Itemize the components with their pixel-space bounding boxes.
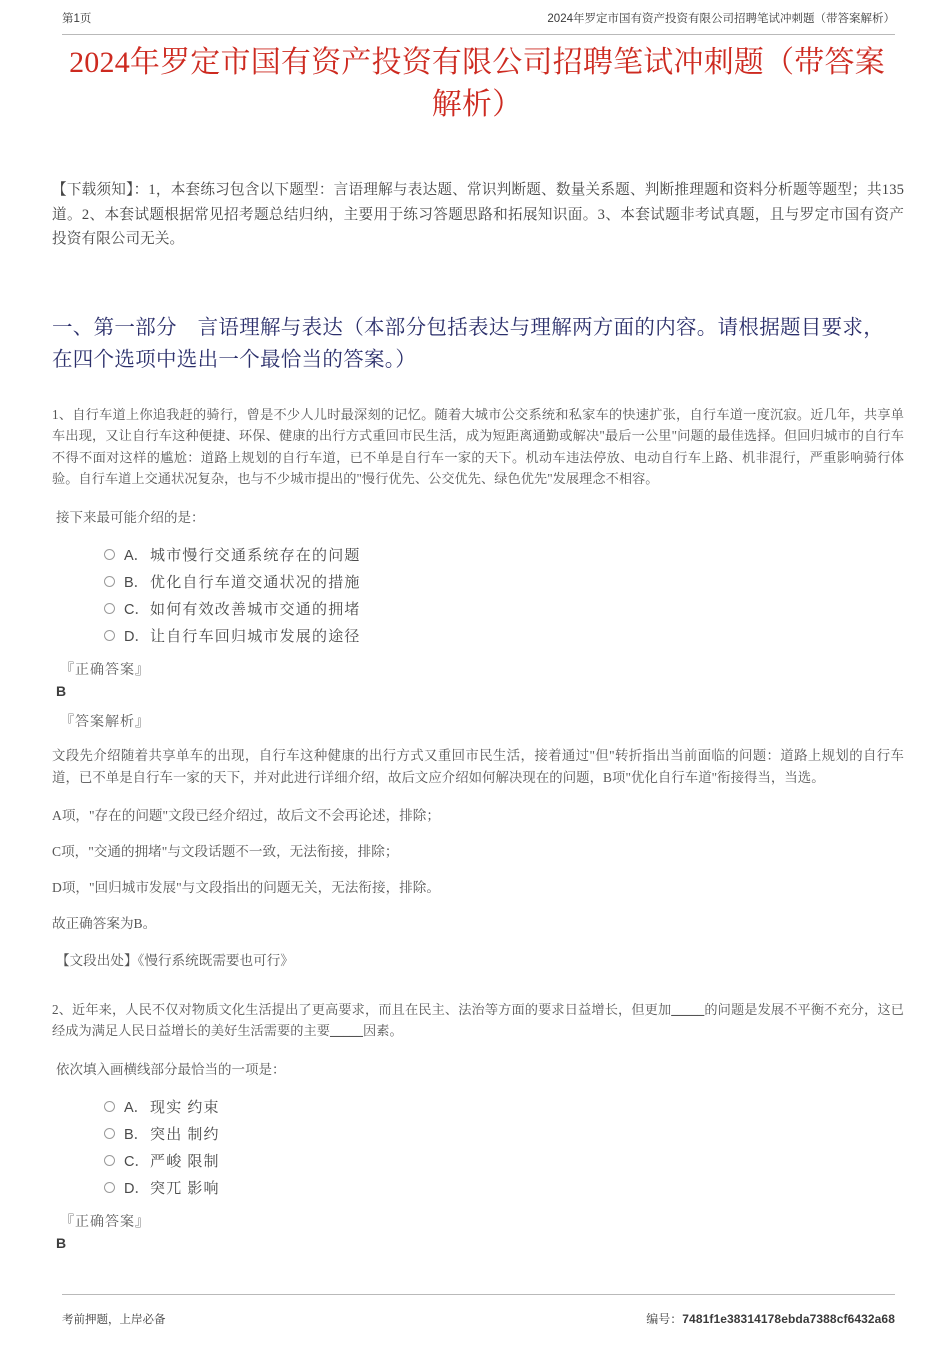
option-letter: C．	[124, 601, 149, 618]
question-stem-part-2: 的问题是发展不平衡不充分，这已经成为满足人民日益增长的美好生活需要的主要	[52, 1001, 904, 1038]
analysis-paragraph: 文段先介绍随着共享单车的出现，自行车这种健康的出行方式又重回市民生活，接着通过"但"转折指出当前面临的问题：道路上规划的自行车道，已不单是自行车一家的天下，并对此进行详细介绍，故后文应介绍如何解决现在的问题，B项"优化自行车道"衔接得当，当选。	[52, 747, 904, 785]
passage-source: 【文段出处】《慢行系统既需要也可行》	[56, 952, 294, 968]
footer-slogan: 考前押题，上岸必备	[62, 1314, 166, 1326]
radio-icon[interactable]	[104, 1128, 115, 1139]
radio-icon[interactable]	[104, 603, 115, 614]
option-b[interactable]	[104, 1120, 904, 1147]
radio-icon[interactable]	[104, 1101, 115, 1112]
option-text: 突出 制约	[150, 1126, 220, 1143]
option-d[interactable]	[104, 622, 904, 649]
option-text: 突兀 影响	[150, 1180, 220, 1197]
option-text: 现实 约束	[150, 1099, 220, 1116]
question-2	[52, 999, 904, 1253]
radio-icon[interactable]	[104, 549, 115, 560]
question-stem-part-3: 因素。	[362, 1023, 403, 1038]
section-heading: 一、第一部分 言语理解与表达（本部分包括表达与理解两方面的内容。请根据题目要求，在四个选项中选出一个最恰当的答案。）	[52, 316, 884, 371]
document-body	[52, 178, 904, 1253]
option-text: 优化自行车道交通状况的措施	[150, 574, 361, 591]
option-letter: C．	[124, 1153, 149, 1170]
analysis-line-a: A项，"存在的问题"文段已经介绍过，故后文不会再论述，排除；	[52, 807, 440, 823]
question-prompt: 依次填入画横线部分最恰当的一项是：	[56, 1061, 286, 1077]
option-letter: A．	[124, 1099, 149, 1116]
option-b[interactable]	[104, 568, 904, 595]
radio-icon[interactable]	[104, 576, 115, 587]
question-stem	[52, 999, 904, 1042]
footer-id-label: 编号：	[646, 1312, 683, 1326]
option-letter: A．	[124, 547, 149, 564]
radio-icon[interactable]	[104, 630, 115, 641]
option-letter: D．	[124, 628, 149, 645]
options-list	[52, 541, 904, 649]
running-footer	[62, 1294, 895, 1327]
radio-icon[interactable]	[104, 1182, 115, 1193]
download-notice: 【下载须知】：1，本套练习包含以下题型：言语理解与表达题、常识判断题、数量关系题、判断推理题和资料分析题等题型；共135道。2、本套试题根据常见招考题总结归纳，主要用于练习答题思路和拓展知识面。3、本套试题非考试真题，且与罗定市国有资产投资有限公司无关。	[52, 182, 904, 247]
question-stem: 1、自行车道上你追我赶的骑行，曾是不少人儿时最深刻的记忆。随着大城市公交系统和私家车的快速扩张，自行车道一度沉寂。近几年，共享单车出现，又让自行车这种便捷、环保、健康的出行方式重回市民生活，成为短距离通勤或解决"最后一公里"问题的最佳选择。但回归城市的自行车不得不面对这样的尴尬：道路上规划的自行车道，已不单是自行车一家的天下。机动车违法停放、电动自行车上路、机非混行，严重影响骑行体验。自行车道上交通状况复杂，也与不少城市提出的"慢行优先、公交优先、绿色优先"发展理念不相容。	[52, 406, 904, 486]
option-c[interactable]	[104, 1147, 904, 1174]
running-header	[62, 10, 895, 35]
correct-answer-label: 『正确答案』	[60, 1214, 150, 1230]
options-list	[52, 1093, 904, 1201]
page-number-label: 第1页	[62, 13, 92, 25]
radio-icon[interactable]	[104, 1155, 115, 1166]
option-text: 严峻 限制	[150, 1153, 220, 1170]
option-a[interactable]	[104, 541, 904, 568]
question-1	[52, 404, 904, 971]
option-text: 城市慢行交通系统存在的问题	[150, 547, 361, 564]
option-text: 让自行车回归城市发展的途径	[150, 628, 361, 645]
blank-2: _____	[330, 1023, 363, 1038]
option-a[interactable]	[104, 1093, 904, 1120]
correct-answer-label: 『正确答案』	[60, 662, 150, 678]
correct-answer-value: B	[56, 1234, 67, 1251]
option-d[interactable]	[104, 1174, 904, 1201]
question-stem-part-1: 2、近年来，人民不仅对物质文化生活提出了更高要求，而且在民主、法治等方面的要求日益增长，但更加	[52, 1001, 672, 1017]
correct-answer-value: B	[56, 682, 67, 699]
analysis-line-d: D项，"回归城市发展"与文段指出的问题无关，无法衔接，排除。	[52, 879, 440, 895]
analysis-line-c: C项，"交通的拥堵"与文段话题不一致，无法衔接，排除；	[52, 843, 399, 859]
option-c[interactable]	[104, 595, 904, 622]
footer-id	[646, 1310, 895, 1327]
analysis-conclusion: 故正确答案为B。	[52, 915, 157, 931]
document-title: 2024年罗定市国有资产投资有限公司招聘笔试冲刺题（带答案解析）	[69, 46, 885, 121]
option-letter: D．	[124, 1180, 149, 1197]
option-letter: B．	[124, 574, 149, 591]
running-header-title: 2024年罗定市国有资产投资有限公司招聘笔试冲刺题（带答案解析）	[547, 13, 895, 25]
option-text: 如何有效改善城市交通的拥堵	[150, 601, 361, 618]
question-prompt: 接下来最可能介绍的是：	[56, 509, 205, 525]
option-letter: B．	[124, 1126, 149, 1143]
analysis-label: 『答案解析』	[60, 714, 150, 730]
footer-id-value: 7481f1e38314178ebda7388cf6432a68	[682, 1312, 895, 1326]
blank-1: _____	[671, 1001, 705, 1017]
